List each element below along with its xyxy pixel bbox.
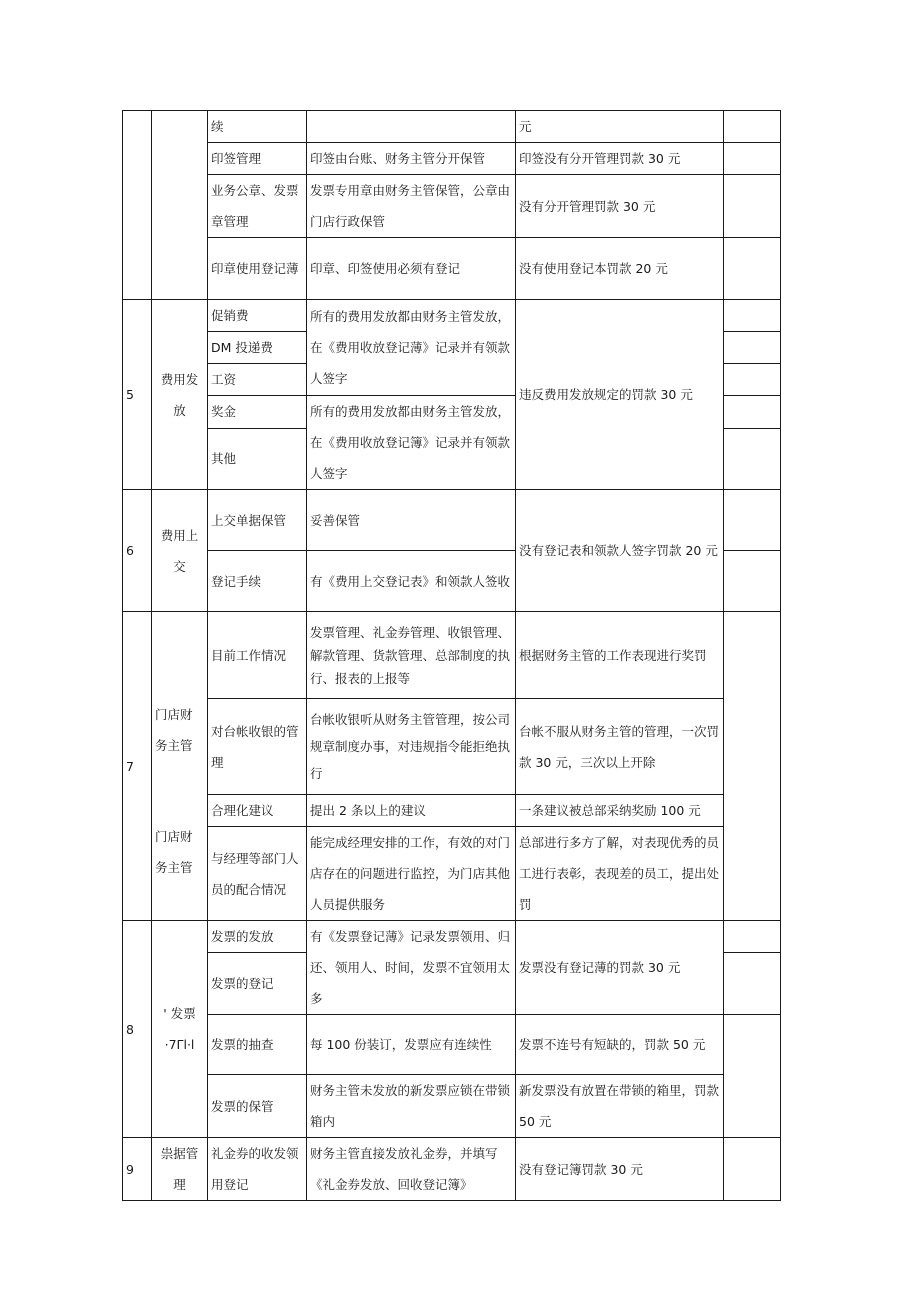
content-cell [307,111,516,143]
rule-cell: 一条建议被总部采纳奖励 100 元 [516,795,724,827]
content-cell: 有《费用上交登记表》和领款人签收 [307,551,516,612]
content-cell: 提出 2 条以上的建议 [307,795,516,827]
category-label-a: ' 发票 [163,1006,196,1021]
table-row [123,921,781,953]
table-row [123,1138,781,1201]
item-cell: 促销费 [208,300,307,332]
section-number: 5 [123,300,152,490]
content-cell: 台帐收银听从财务主管管理，按公司规章制度办事，对违规指令能拒绝执行 [307,699,516,795]
content-cell: 妥善保管 [307,490,516,551]
rule-cell: 台帐不服从财务主管的管理，一次罚款 30 元，三次以上开除 [516,699,724,795]
item-cell: DM 投递费 [208,332,307,364]
item-cell: 续 [208,111,307,143]
section-category [152,921,208,1138]
item-cell: 其他 [208,428,307,489]
section-category [152,612,208,921]
item-cell: 合理化建议 [208,795,307,827]
content-cell: 能完成经理安排的工作，有效的对门店存在的问题进行监控，为门店其他人员提供服务 [307,827,516,921]
table-row [123,1075,781,1107]
table-row [123,1015,781,1075]
rule-cell: 发票不连号有短缺的，罚款 50 元 [516,1015,724,1075]
item-cell: 印章使用登记薄 [208,238,307,300]
item-cell: 工资 [208,364,307,396]
rule-cell: 根据财务主管的工作表现进行奖罚 [516,612,724,699]
item-cell: 发票的保管 [208,1075,307,1138]
item-cell: 印签管理 [208,143,307,175]
category-label-b: 门店财务主管 [155,829,193,875]
content-cell: 每 100 份装订，发票应有连续性 [307,1015,516,1075]
rule-cell: 总部进行多方了解，对表现优秀的员工进行表彰，表现差的员工，提出处罚 [516,827,724,921]
item-cell: 登记手续 [208,551,307,612]
item-cell: 与经理等部门人员的配合情况 [208,827,307,921]
content-cell: 印章、印签使用必须有登记 [307,238,516,300]
table-row [123,111,781,143]
content-cell: 发票管理、礼金券管理、收银管理、解款管理、货款管理、总部制度的执行、报表的上报等 [307,612,516,699]
rule-cell: 违反费用发放规定的罚款 30 元 [516,300,724,490]
rule-cell: 没有登记表和领款人签字罚款 20 元 [516,490,724,612]
section-category: 费用发放 [152,300,208,490]
item-cell: 发票的抽查 [208,1015,307,1075]
item-cell: 发票的发放 [208,921,307,953]
content-cell: 印签由台账、财务主管分开保管 [307,143,516,175]
table-row [123,490,781,551]
item-cell: 上交单据保管 [208,490,307,551]
item-cell: 目前工作情况 [208,612,307,699]
table-row [123,300,781,332]
item-cell: 奖金 [208,396,307,429]
table-row [123,795,781,827]
item-cell: 业务公章、发票章管理 [208,175,307,238]
table-row [123,238,781,300]
table-row [123,175,781,238]
finance-management-table [122,110,781,1201]
section-number: 8 [123,921,152,1138]
content-cell: 发票专用章由财务主管保管，公章由门店行政保管 [307,175,516,238]
rule-cell: 元 [516,111,724,143]
section-number: 9 [123,1138,152,1201]
content-cell: 财务主管未发放的新发票应锁在带锁箱内 [307,1075,516,1138]
content-cell: 财务主管直接发放礼金券，并填写《礼金券发放、回收登记簿》 [307,1138,516,1201]
table-row [123,143,781,175]
table-row [123,699,781,795]
category-label-b: ·7Γl·l [164,1037,195,1052]
section-number: 7 [123,612,152,921]
section-category: 祟据管理 [152,1138,208,1201]
rule-cell: 没有使用登记本罚款 20 元 [516,238,724,300]
item-cell: 礼金券的收发领用登记 [208,1138,307,1201]
table-row [123,612,781,699]
rule-cell: 没有登记簿罚款 30 元 [516,1138,724,1201]
item-cell: 发票的登记 [208,953,307,1015]
rule-cell: 发票没有登记薄的罚款 30 元 [516,921,724,1015]
section-category: 费用上交 [152,490,208,612]
content-cell: 有《发票登记薄》记录发票领用、归还、领用人、时间，发票不宜领用太多 [307,921,516,1015]
content-cell: 所有的费用发放都由财务主管发放，在《费用收放登记簿》记录并有领款人签字 [307,396,516,490]
section-number: 6 [123,490,152,612]
content-cell: 所有的费用发放都由财务主管发放，在《费用收放登记薄》记录并有领款人签字 [307,300,516,396]
rule-cell: 没有分开管理罚款 30 元 [516,175,724,238]
item-cell: 对台帐收银的管理 [208,699,307,795]
rule-cell: 印签没有分开管理罚款 30 元 [516,143,724,175]
table-row [123,827,781,921]
category-label-a: 门店财务主管 [155,707,193,753]
rule-cell: 新发票没有放置在带锁的箱里，罚款 50 元 [516,1075,724,1138]
